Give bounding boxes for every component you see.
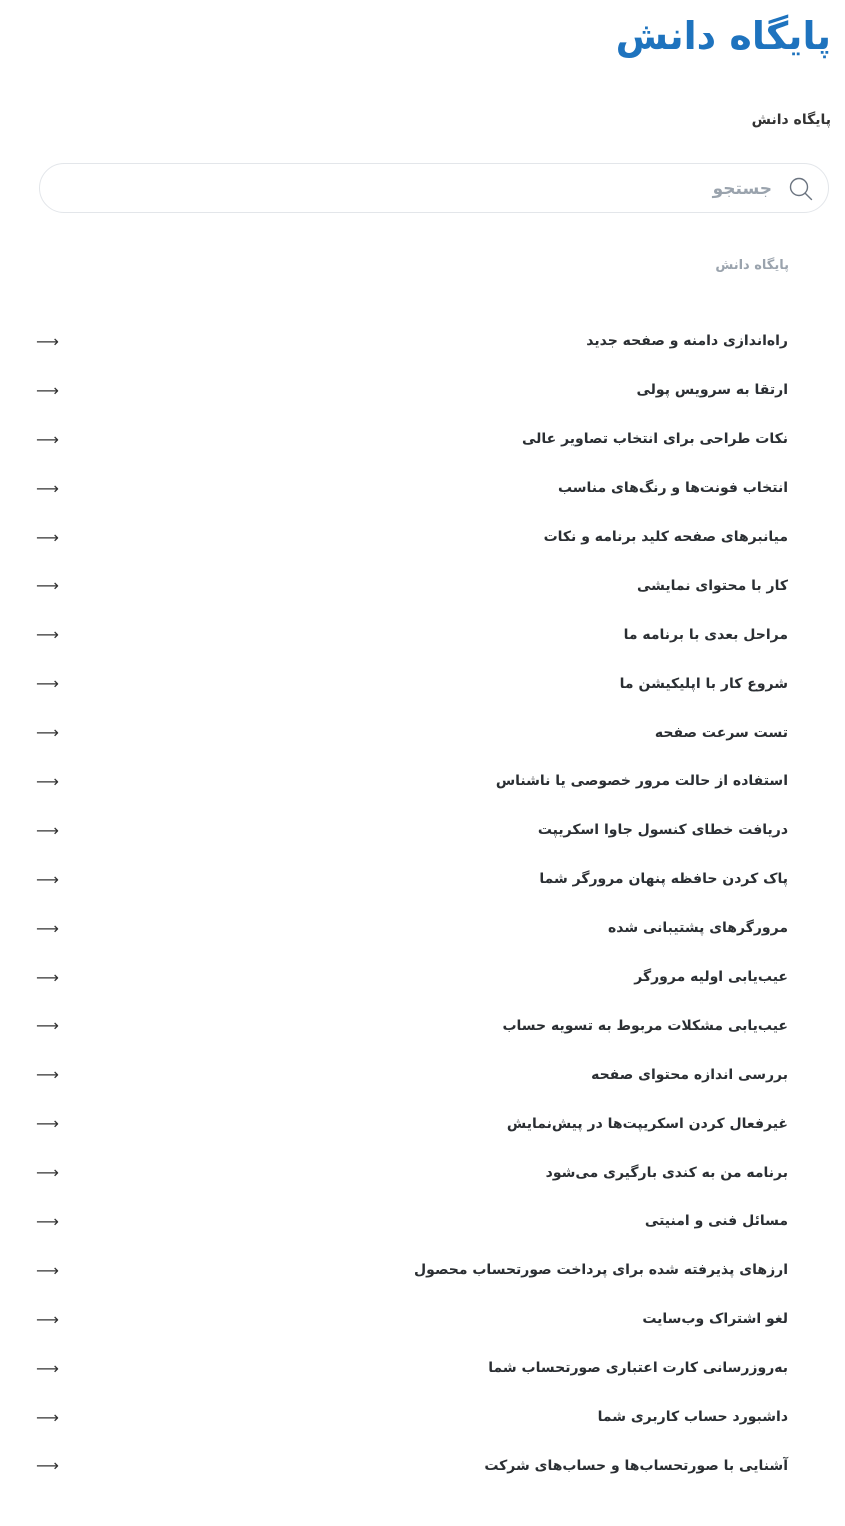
arrow-right-icon: ⟶: [36, 527, 59, 547]
arrow-right-icon: ⟶: [36, 869, 59, 889]
article-link[interactable]: [36, 1344, 788, 1393]
article-label: بررسی اندازه محتوای صفحه: [591, 1066, 788, 1083]
article-link[interactable]: [36, 317, 788, 366]
section-breadcrumb[interactable]: پایگاه دانش: [715, 258, 789, 273]
article-link[interactable]: [36, 904, 788, 953]
arrow-right-icon: ⟶: [36, 918, 59, 938]
article-link[interactable]: [36, 953, 788, 1002]
article-label: عیب‌یابی اولیه مرورگر: [634, 969, 788, 986]
article-link[interactable]: [36, 1050, 788, 1099]
breadcrumb[interactable]: پایگاه دانش: [751, 112, 831, 128]
arrow-right-icon: ⟶: [36, 331, 59, 351]
arrow-right-icon: ⟶: [36, 1407, 59, 1427]
arrow-right-icon: ⟶: [36, 1114, 59, 1134]
article-label: کار با محتوای نمایشی: [636, 577, 788, 594]
arrow-right-icon: ⟶: [36, 1016, 59, 1036]
article-link[interactable]: [36, 1393, 788, 1442]
article-link[interactable]: [36, 1295, 788, 1344]
article-label: مسائل فنی و امنیتی: [644, 1213, 788, 1230]
article-label: استفاده از حالت مرور خصوصی یا ناشناس: [495, 773, 788, 790]
arrow-right-icon: ⟶: [36, 674, 59, 694]
search-input[interactable]: [120, 174, 774, 204]
arrow-right-icon: ⟶: [36, 1260, 59, 1280]
page-title: پایگاه دانش: [615, 14, 831, 58]
article-link[interactable]: [36, 1246, 788, 1295]
article-link[interactable]: [36, 366, 788, 415]
article-link[interactable]: [36, 513, 788, 562]
arrow-right-icon: ⟶: [36, 625, 59, 645]
article-link[interactable]: [36, 464, 788, 513]
article-label: برنامه من به کندی بارگیری می‌شود: [545, 1164, 788, 1181]
arrow-right-icon: ⟶: [36, 478, 59, 498]
article-link[interactable]: [36, 659, 788, 708]
article-link[interactable]: [36, 757, 788, 806]
article-label: انتخاب فونت‌ها و رنگ‌های مناسب: [557, 480, 788, 497]
article-label: شروع کار با اپلیکیشن ما: [619, 675, 788, 692]
arrow-right-icon: ⟶: [36, 1065, 59, 1085]
arrow-right-icon: ⟶: [36, 1358, 59, 1378]
arrow-right-icon: ⟶: [36, 723, 59, 743]
article-label: داشبورد حساب کاربری شما: [597, 1409, 788, 1426]
article-link[interactable]: [36, 1148, 788, 1197]
article-label: غیرفعال کردن اسکریپت‌ها در پیش‌نمایش: [506, 1115, 788, 1132]
article-link[interactable]: [36, 1441, 788, 1490]
arrow-right-icon: ⟶: [36, 429, 59, 449]
article-label: ارتقا به سرویس پولی: [636, 382, 788, 399]
article-link[interactable]: [36, 561, 788, 610]
article-list: [36, 317, 788, 1490]
article-label: میانبرهای صفحه کلید برنامه و نکات: [543, 529, 788, 545]
arrow-right-icon: ⟶: [36, 1309, 59, 1329]
arrow-right-icon: ⟶: [36, 1163, 59, 1183]
arrow-right-icon: ⟶: [36, 576, 59, 596]
article-link[interactable]: [36, 1099, 788, 1148]
article-link[interactable]: [36, 610, 788, 659]
article-label: تست سرعت صفحه: [654, 724, 788, 741]
article-label: لغو اشتراک وب‌سایت: [642, 1311, 788, 1328]
arrow-right-icon: ⟶: [36, 820, 59, 840]
arrow-right-icon: ⟶: [36, 967, 59, 987]
article-label: مراحل بعدی با برنامه ما: [623, 626, 788, 643]
article-link[interactable]: [36, 1001, 788, 1050]
article-link[interactable]: [36, 1197, 788, 1246]
arrow-right-icon: ⟶: [36, 380, 59, 400]
article-label: به‌روزرسانی کارت اعتباری صورتحساب شما: [488, 1360, 788, 1377]
article-label: راه‌اندازی دامنه و صفحه جدید: [586, 333, 788, 350]
article-link[interactable]: [36, 855, 788, 904]
article-label: ارزهای پذیرفته شده برای پرداخت صورتحساب محصول: [414, 1262, 788, 1279]
search-icon[interactable]: [788, 176, 814, 202]
article-label: عیب‌یابی مشکلات مربوط به تسویه حساب: [502, 1017, 788, 1034]
article-link[interactable]: [36, 415, 788, 464]
article-label: پاک کردن حافظه پنهان مرورگر شما: [539, 871, 788, 888]
arrow-right-icon: ⟶: [36, 771, 59, 791]
article-label: مرورگرهای پشتیبانی شده: [608, 920, 788, 937]
article-label: دریافت خطای کنسول جاوا اسکریپت: [537, 822, 788, 839]
arrow-right-icon: ⟶: [36, 1211, 59, 1231]
article-link[interactable]: [36, 708, 788, 757]
article-link[interactable]: [36, 806, 788, 855]
article-label: نکات طراحی برای انتخاب تصاویر عالی: [521, 431, 788, 448]
search-box[interactable]: [39, 163, 829, 213]
arrow-right-icon: ⟶: [36, 1456, 59, 1476]
article-label: آشنایی با صورتحساب‌ها و حساب‌های شرکت: [484, 1457, 788, 1474]
